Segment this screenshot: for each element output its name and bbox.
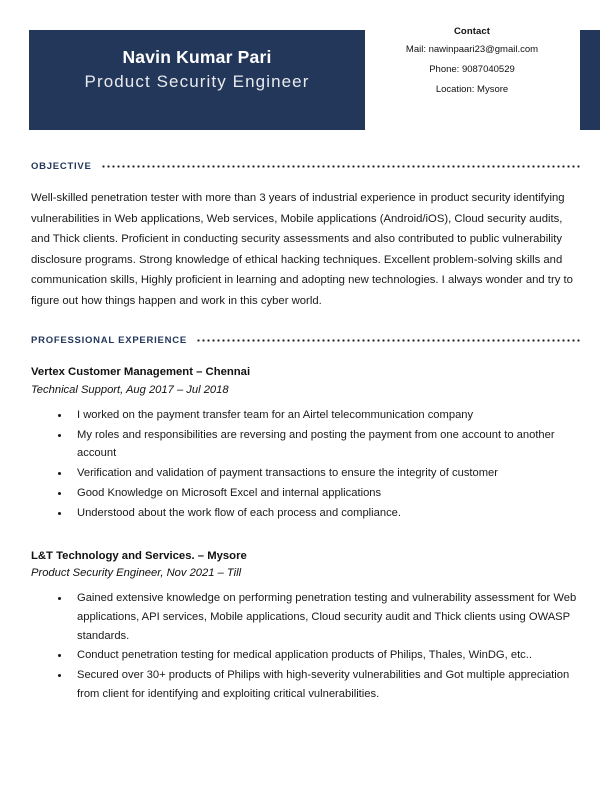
list-item: My roles and responsibilities are reversing and posting the payment from one account to another account	[55, 426, 581, 464]
experience-section	[0, 335, 612, 704]
objective-body: Well-skilled penetration tester with more than 3 years of industrial experience in product security identifying vulnerabilities in Web applications, Web services, Mobile applications (Android/iOS), Cloud security audits, and Thick clients. Proficient in conducting security assessments and also contributed to public vulnerability disclosure programs. Strong knowledge of ethical hacking techniques. Excellent problem-solving skills and communication skills, Highly proficient in learning and adopting new technologies. I always wonder and try to figure out how things happen and work in this cyber world.	[31, 192, 573, 307]
experience-role: Product Security Engineer, Nov 2021 – Till	[31, 567, 242, 580]
list-item: I worked on the payment transfer team for an Airtel telecommunication company	[55, 406, 581, 425]
objective-section	[0, 161, 612, 311]
experience-company: L&T Technology and Services. – Mysore	[31, 549, 247, 562]
resume-header	[0, 0, 612, 130]
list-item: Verification and validation of payment transactions to ensure the integrity of customer	[55, 464, 581, 483]
contact-block	[372, 26, 572, 105]
experience-bullet-list	[31, 589, 581, 704]
experience-bullet-list	[31, 406, 581, 523]
list-item: Good Knowledge on Microsoft Excel and internal applications	[55, 484, 581, 503]
contact-phone: Phone: 9087040529	[429, 63, 515, 75]
objective-section-header	[31, 161, 581, 172]
experience-role: Technical Support, Aug 2017 – Jul 2018	[31, 383, 229, 396]
candidate-title: Product Security Engineer	[84, 71, 310, 91]
dotted-divider-icon	[196, 339, 581, 342]
experience-entry	[31, 364, 581, 522]
name-banner	[29, 30, 365, 130]
contact-location: Location: Mysore	[435, 83, 509, 95]
contact-email: Mail: nawinpaari23@gmail.com	[405, 44, 539, 55]
list-item: Conduct penetration testing for medical application products of Philips, Thales, WinDG, etc..	[55, 646, 581, 665]
list-item: Gained extensive knowledge on performing penetration testing and vulnerability assessment for Web applications, API services, Mobile applications, Cloud security audit and Thick clients using OWASP standards.	[55, 589, 581, 645]
list-item: Understood about the work flow of each process and compliance.	[55, 504, 581, 523]
dotted-divider-icon	[101, 165, 581, 168]
list-item: Secured over 30+ products of Philips with high-severity vulnerabilities and Got multiple appreciation from client for identifying and exploiting critical vulnerabilities.	[55, 666, 581, 704]
experience-company: Vertex Customer Management – Chennai	[31, 366, 251, 379]
experience-entry	[31, 548, 581, 704]
candidate-name: Navin Kumar Pari	[122, 47, 272, 67]
accent-bar	[580, 30, 600, 130]
objective-heading: OBJECTIVE	[31, 161, 92, 172]
contact-heading: Contact	[453, 26, 491, 37]
experience-heading: PROFESSIONAL EXPERIENCE	[31, 335, 187, 347]
experience-section-header	[31, 335, 581, 346]
